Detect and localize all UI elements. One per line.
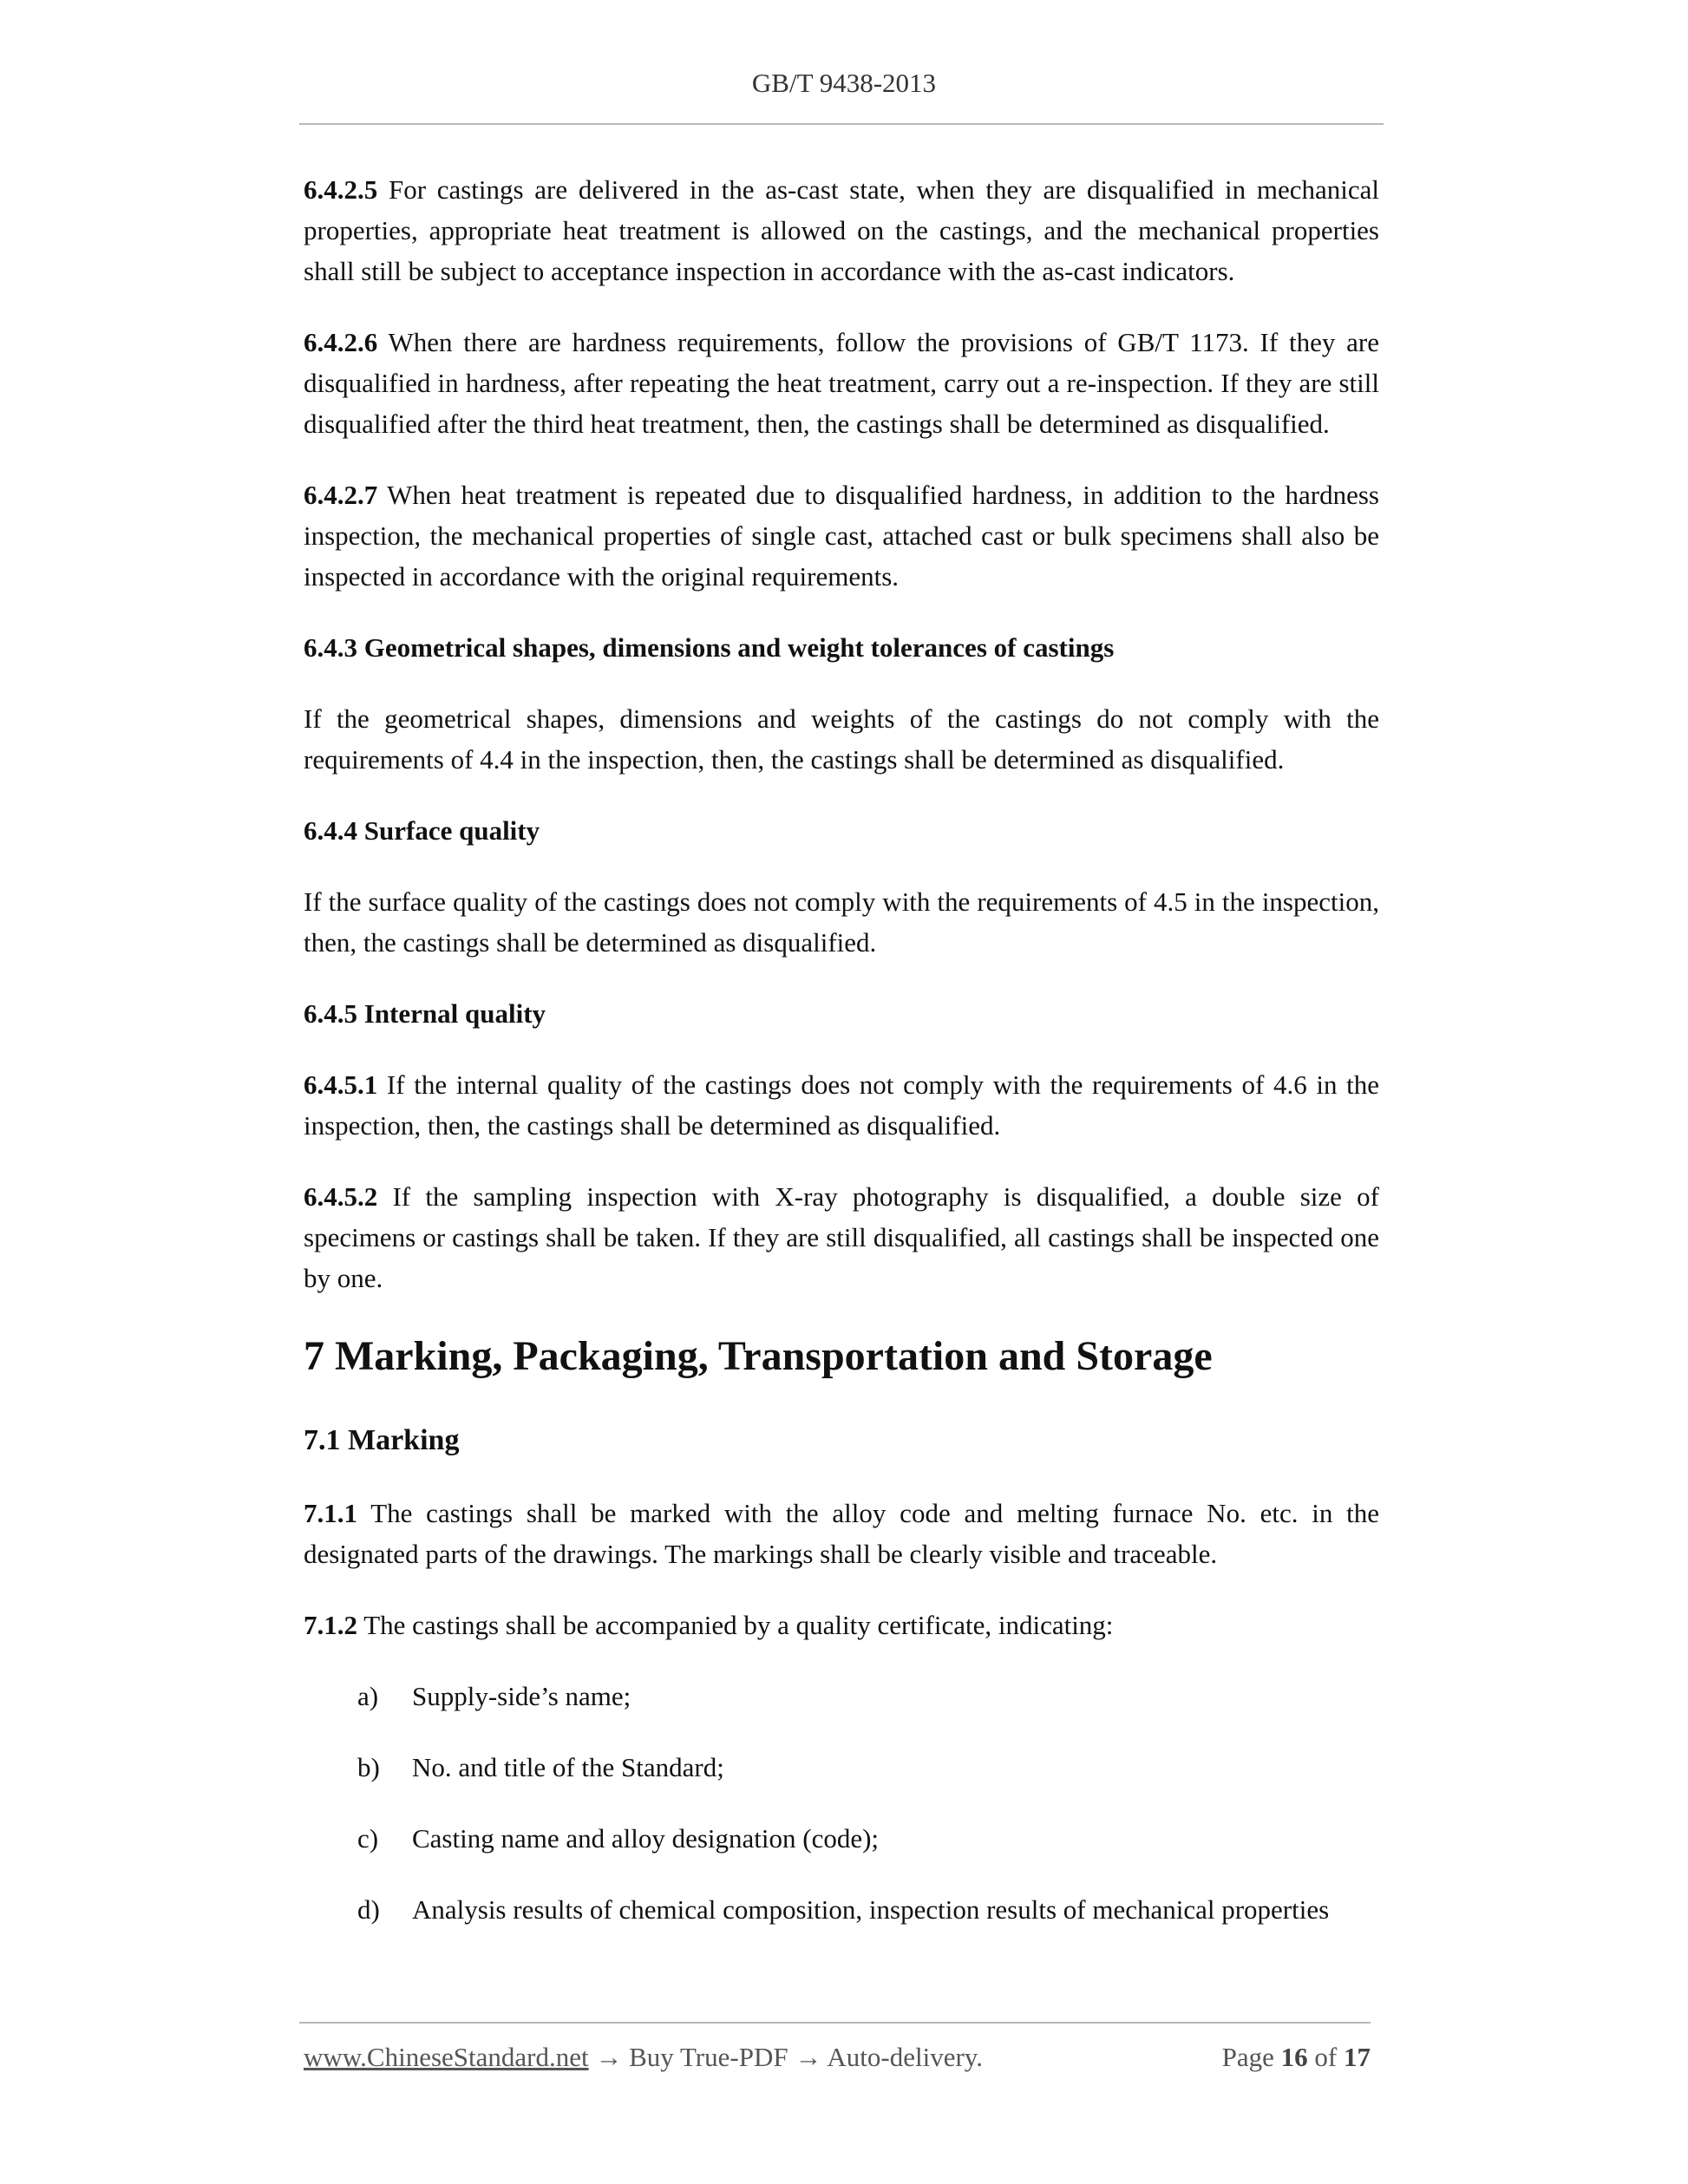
clause-6-4-5-1 bbox=[304, 1064, 1379, 1146]
clause-number: 6.4.2.6 bbox=[304, 327, 378, 357]
footer-promo bbox=[304, 2038, 983, 2076]
list-marker: d) bbox=[357, 1894, 380, 1925]
page-footer bbox=[304, 2038, 1371, 2076]
list-item bbox=[304, 1818, 1379, 1859]
heading-6-4-5: 6.4.5 Internal quality bbox=[304, 998, 546, 1029]
website-link[interactable]: www.ChineseStandard.net bbox=[304, 2042, 589, 2072]
clause-7-1-1 bbox=[304, 1493, 1379, 1574]
list-marker: c) bbox=[357, 1823, 379, 1854]
list-item bbox=[304, 1889, 1379, 1930]
clause-text: When heat treatment is repeated due to disqualified hardness, in addition to the hardness inspection, the mechanical properties of single cast, attached cast or bulk specimens shall also be inspected in accordance with the original requirements. bbox=[304, 480, 1379, 592]
list-item-text: No. and title of the Standard; bbox=[412, 1752, 724, 1782]
list-item-text: Analysis results of chemical composition, inspection results of mechanical properties bbox=[412, 1894, 1330, 1925]
clause-6-4-2-6 bbox=[304, 322, 1379, 444]
clause-6-4-5-2 bbox=[304, 1176, 1379, 1298]
clause-number: 6.4.2.7 bbox=[304, 480, 378, 510]
buy-pdf-text: Buy True-PDF bbox=[629, 2042, 788, 2072]
heading-7-1: 7.1 Marking bbox=[304, 1424, 460, 1456]
list-marker: b) bbox=[357, 1752, 380, 1782]
footer-divider bbox=[299, 2022, 1371, 2024]
document-code-header: GB/T 9438-2013 bbox=[751, 68, 937, 98]
clause-text: The castings shall be marked with the alloy code and melting furnace No. etc. in the designated parts of the drawings. The markings shall be clearly visible and traceable. bbox=[304, 1498, 1379, 1569]
list-marker: a) bbox=[357, 1681, 379, 1711]
clause-7-1-2 bbox=[304, 1605, 1379, 1645]
clause-6-4-2-7 bbox=[304, 474, 1379, 597]
clause-text: When there are hardness requirements, follow the provisions of GB/T 1173. If they are disqualified in hardness, after repeating the heat treatment, carry out a re-inspection. If they are still disqualified after the third heat treatment, then, the castings shall be determined as disqualified. bbox=[304, 327, 1379, 439]
page-number bbox=[1222, 2038, 1371, 2076]
arrow-icon: → bbox=[588, 2042, 630, 2072]
total-pages: 17 bbox=[1344, 2042, 1371, 2072]
list-item bbox=[304, 1747, 1379, 1788]
clause-text: For castings are delivered in the as-cast state, when they are disqualified in mechanical properties, appropriate heat treatment is allowed on the castings, and the mechanical properties shall still be subject to acceptance inspection in accordance with the as-cast indicators. bbox=[304, 174, 1379, 286]
clause-number: 7.1.1 bbox=[304, 1498, 357, 1528]
current-page: 16 bbox=[1280, 2042, 1308, 2072]
clause-number: 6.4.5.2 bbox=[304, 1181, 378, 1212]
auto-delivery-text: Auto-delivery. bbox=[827, 2042, 984, 2072]
list-item-text: Supply-side’s name; bbox=[412, 1681, 631, 1711]
clause-6-4-3-text: If the geometrical shapes, dimensions and weights of the castings do not comply with the requirements of 4.4 in the inspection, then, the castings shall be determined as disqualified. bbox=[304, 703, 1379, 775]
of-label: of bbox=[1314, 2042, 1338, 2072]
heading-6-4-4: 6.4.4 Surface quality bbox=[304, 815, 540, 846]
header-divider bbox=[299, 123, 1384, 125]
clause-number: 6.4.5.1 bbox=[304, 1069, 378, 1100]
chapter-7-heading: 7 Marking, Packaging, Transportation and Storage bbox=[304, 1333, 1213, 1379]
clause-6-4-4-text: If the surface quality of the castings does not comply with the requirements of 4.5 in the inspection, then, the castings shall be determined as disqualified. bbox=[304, 886, 1379, 958]
clause-number: 7.1.2 bbox=[304, 1610, 357, 1640]
clause-text: The castings shall be accompanied by a quality certificate, indicating: bbox=[357, 1610, 1114, 1640]
list-item-text: Casting name and alloy designation (code); bbox=[412, 1823, 880, 1854]
list-item bbox=[304, 1676, 1379, 1716]
heading-6-4-3: 6.4.3 Geometrical shapes, dimensions and weight tolerances of castings bbox=[304, 632, 1115, 663]
clause-text: If the sampling inspection with X-ray photography is disqualified, a double size of specimens or castings shall be taken. If they are still disqualified, all castings shall be inspected one by one. bbox=[304, 1181, 1379, 1293]
clause-text: If the internal quality of the castings does not comply with the requirements of 4.6 in the inspection, then, the castings shall be determined as disqualified. bbox=[304, 1069, 1379, 1141]
page-label: Page bbox=[1221, 2042, 1274, 2072]
clause-number: 6.4.2.5 bbox=[304, 174, 378, 205]
clause-6-4-2-5 bbox=[304, 169, 1379, 291]
arrow-icon: → bbox=[788, 2042, 828, 2072]
page-content bbox=[304, 169, 1379, 1960]
